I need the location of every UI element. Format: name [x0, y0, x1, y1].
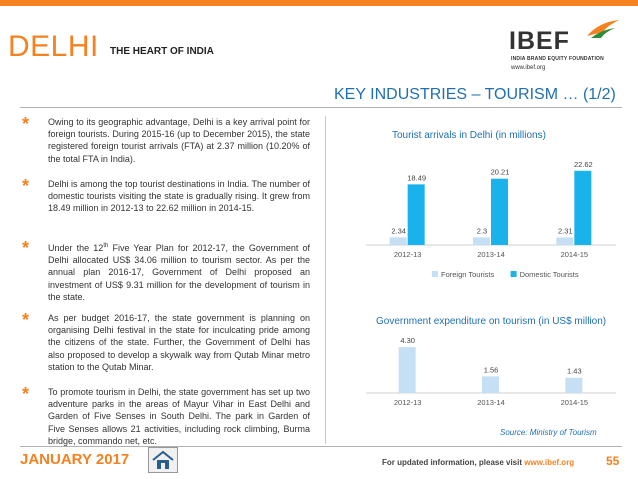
data-label: 20.21: [490, 167, 510, 177]
bullet-text: As per budget 2016-17, the state government is planning on organising Delhi festival in the state for inculcating pride among the citizens of the state. Further, the Government of Delhi has also proposed to develop a skywalk way from Qutab Minar metro station to the Qutab Minar.: [48, 313, 310, 372]
footer-link[interactable]: www.ibef.org: [524, 458, 575, 467]
page-subtitle: THE HEART OF INDIA: [110, 46, 214, 57]
x-tick-label: 2014-15: [560, 250, 589, 259]
star-icon: *: [22, 310, 30, 330]
bar: [399, 347, 416, 393]
bullet-text: Delhi is among the top tourist destinations in India. The number of domestic tourists visiting the state is gradually rising. It grew from 18.49 million in 2012-13 to 22.62 million in 2014-15.: [48, 179, 310, 214]
x-tick-label: 2014-15: [560, 398, 589, 407]
star-icon: *: [22, 114, 30, 134]
logo-wordmark: IBEF: [509, 27, 570, 55]
data-label: 1.43: [567, 366, 582, 376]
home-button[interactable]: [148, 447, 178, 473]
home-icon: [149, 448, 177, 472]
tourist-arrivals-chart: [360, 140, 622, 288]
bullet-text: Owing to its geographic advantage, Delhi is a key arrival point for foreign tourists. During 2015-16 (up to December 2015), the state registered foreign tourist arrivals (FTA) at 2.37 million (10.20% of the total FTA in India).: [48, 117, 310, 164]
bar: [574, 171, 591, 245]
data-label: 22.62: [573, 159, 593, 169]
star-icon: *: [22, 238, 30, 258]
data-label: 2.3: [476, 226, 488, 236]
page-title: DELHI: [8, 30, 99, 63]
bar: [408, 184, 425, 245]
star-icon: *: [22, 176, 30, 196]
legend-label: Domestic Tourists: [519, 270, 579, 279]
data-label: 1.56: [483, 365, 499, 375]
data-label: 4.30: [400, 336, 415, 346]
page-number: 55: [606, 454, 620, 468]
x-tick-label: 2013-14: [477, 250, 505, 259]
bullet-text-part: Under the 12: [48, 243, 104, 253]
ibef-logo[interactable]: [505, 18, 625, 76]
legend-swatch: [432, 271, 438, 277]
chart-title: Tourist arrivals in Delhi (in millions): [392, 130, 546, 141]
page-header: [0, 6, 638, 70]
x-tick-label: 2012-13: [393, 398, 422, 407]
legend-swatch: [511, 271, 517, 277]
bullet-text: To promote tourism in Delhi, the state government has set up two adventure parks in the areas of Mayur Vihar in East Delhi and Garden of Five Senses in South Delhi. The park in Garden of Five Senses allows 21 activities, including rock climbing, Burma bridge, commando net, etc.: [48, 387, 310, 446]
footer-note: [382, 458, 574, 467]
column-divider: [325, 116, 326, 444]
header-divider: [20, 107, 622, 108]
tourism-expenditure-chart: [360, 328, 622, 412]
footer-date: JANUARY 2017: [20, 451, 130, 468]
bar: [482, 376, 499, 393]
bar: [556, 237, 573, 245]
data-label: 2.34: [391, 226, 406, 236]
bar: [390, 237, 407, 245]
data-label: 2.31: [558, 226, 573, 236]
bullet-text-part: Five Year Plan for 2012-17, the Government of Delhi allocated US$ 34.06 million to tourism sector. As per the annual plan 2016-17, Government of Delhi proposed an investment of US$ 9.31 million for the development of tourism in the state.: [48, 243, 310, 302]
section-title: KEY INDUSTRIES – TOURISM … (1/2): [334, 86, 616, 103]
star-icon: *: [22, 384, 30, 404]
footer-note-text: For updated information, please visit: [382, 458, 523, 467]
source-note: Source: Ministry of Tourism: [500, 428, 597, 437]
logo-tagline: INDIA BRAND EQUITY FOUNDATION: [511, 56, 604, 62]
x-tick-label: 2012-13: [393, 250, 422, 259]
superscript: th: [103, 243, 109, 249]
x-tick-label: 2013-14: [477, 398, 505, 407]
bullet-text: [48, 240, 310, 303]
legend-label: Foreign Tourists: [441, 270, 495, 279]
bar: [491, 179, 508, 245]
bar: [565, 378, 582, 393]
chart-title: Government expenditure on tourism (in US$ million): [376, 316, 607, 327]
bird-logo-icon: [585, 18, 621, 42]
data-label: 18.49: [407, 173, 427, 183]
footer-divider: [20, 446, 622, 447]
bar: [473, 237, 490, 245]
logo-url: www.ibef.org: [511, 65, 546, 71]
